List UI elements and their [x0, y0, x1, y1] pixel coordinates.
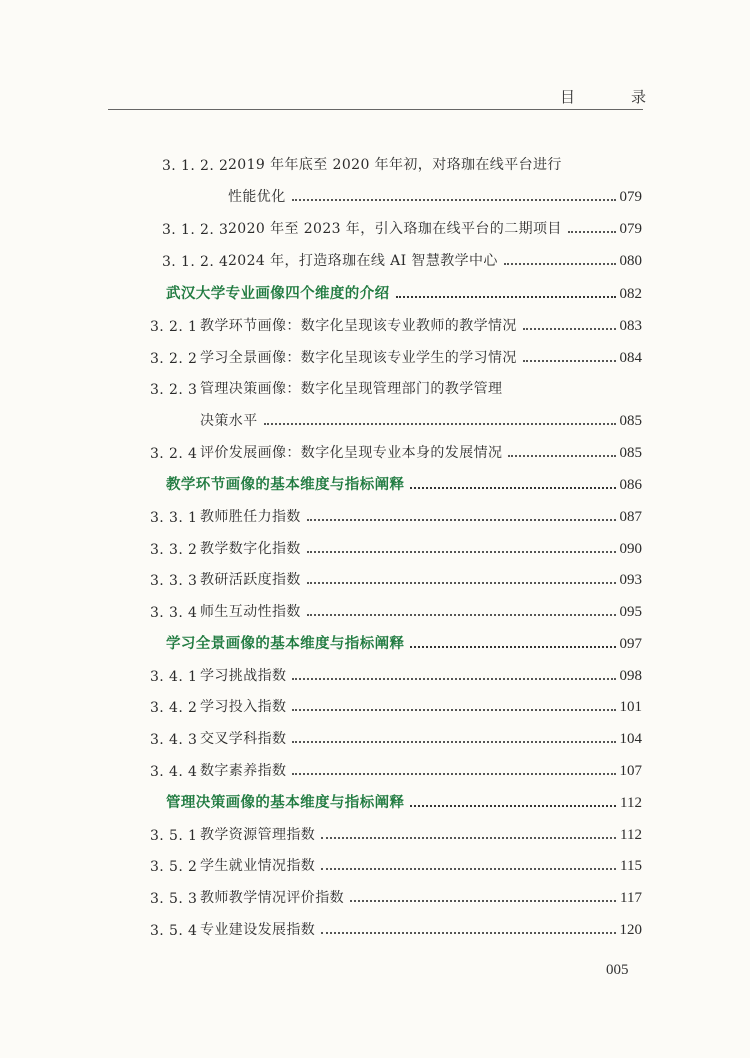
toc-leader-dots: [307, 519, 616, 521]
toc-entry-page: 104: [619, 731, 642, 747]
toc-entry-page: 115: [620, 858, 642, 874]
toc-entry-number: 3. 4. 2: [150, 700, 198, 716]
toc-entry-page: 098: [619, 668, 642, 684]
toc-entry-number: 3. 5. 3: [150, 891, 198, 907]
toc-leader-dots: [307, 582, 616, 584]
toc-entry-page: 093: [619, 572, 642, 588]
toc-entry-number: 3. 5. 2: [150, 859, 198, 875]
toc-entry-page: 086: [619, 477, 642, 493]
toc-entry-page: 117: [620, 890, 642, 906]
toc-entry[interactable]: [150, 883, 642, 907]
toc-entry-page: 107: [619, 763, 642, 779]
toc-section-entry[interactable]: [166, 788, 642, 812]
toc-entry-number: 3. 2. 3: [150, 382, 198, 398]
toc-leader-dots: [321, 868, 616, 870]
toc-leader-dots: [410, 646, 615, 648]
toc-entry-page: 079: [619, 221, 642, 237]
toc-entry-number: 3. 4. 3: [150, 732, 198, 748]
toc-entry-number: 3. 3. 3: [150, 573, 198, 589]
toc-entry-number: 3. 3. 2: [150, 542, 198, 558]
running-header-char: 目: [560, 88, 576, 106]
toc-leader-dots: [568, 231, 616, 233]
toc-entry-title: 2019 年年底至 2020 年年初，对珞珈在线平台进行: [228, 157, 562, 173]
toc-entry[interactable]: [150, 915, 642, 939]
toc-entry[interactable]: [150, 851, 642, 875]
toc-entry-page: 095: [619, 604, 642, 620]
toc-entry[interactable]: [150, 374, 642, 398]
toc-entry[interactable]: [150, 597, 642, 621]
toc-entry-page: 083: [619, 318, 642, 334]
toc-entry-number: 3. 2. 4: [150, 446, 198, 462]
toc-entry-page: 087: [619, 509, 642, 525]
toc-leader-dots: [307, 614, 616, 616]
toc-entry-title: 教学数字化指数: [200, 541, 301, 557]
toc-entry[interactable]: [162, 214, 642, 238]
toc-entry-title: 2020 年至 2023 年，引入珞珈在线平台的二期项目: [228, 221, 562, 237]
toc-entry[interactable]: [150, 311, 642, 335]
toc-entry[interactable]: [228, 182, 642, 206]
toc-leader-dots: [504, 263, 616, 265]
toc-entry-number: 3. 3. 4: [150, 605, 198, 621]
toc-leader-dots: [292, 709, 615, 711]
toc-entry[interactable]: [200, 406, 642, 430]
toc-entry[interactable]: [162, 246, 642, 270]
toc-entry-title: 决策水平: [200, 413, 258, 429]
toc-leader-dots: [410, 805, 616, 807]
toc-leader-dots: [523, 328, 616, 330]
toc-section-entry[interactable]: [166, 629, 642, 653]
toc-entry[interactable]: [150, 756, 642, 780]
toc-entry-title: 教学资源管理指数: [200, 827, 316, 843]
page-number: 005: [606, 962, 629, 978]
toc-entry-title: 数字素养指数: [200, 763, 287, 779]
toc-entry-page: 082: [619, 286, 642, 302]
toc-entry-title: 学习投入指数: [200, 699, 287, 715]
toc-entry-title: 学习全景画像：数字化呈现该专业学生的学习情况: [200, 350, 517, 366]
toc-entry[interactable]: [150, 820, 642, 844]
toc-entry-title: 评价发展画像：数字化呈现专业本身的发展情况: [200, 445, 503, 461]
toc-entry-title: 教学环节画像：数字化呈现该专业教师的教学情况: [200, 318, 517, 334]
toc-entry-page: 085: [619, 413, 642, 429]
running-header-title: [560, 86, 646, 107]
toc-leader-dots: [264, 423, 616, 425]
toc-leader-dots: [508, 455, 615, 457]
toc-section-entry[interactable]: [166, 279, 642, 303]
toc-entry-number: 3. 1. 2. 3: [162, 222, 229, 238]
header-rule: [108, 109, 643, 110]
toc-entry-number: 3. 4. 4: [150, 764, 198, 780]
toc-entry-page: 080: [619, 253, 642, 269]
toc-entry-title: 管理决策画像：数字化呈现管理部门的教学管理: [200, 381, 503, 397]
toc-leader-dots: [292, 199, 616, 201]
toc-entry-page: 120: [619, 922, 642, 938]
toc-entry-page: 101: [619, 699, 642, 715]
toc-entry-number: 3. 1. 2. 2: [162, 158, 229, 174]
toc-entry[interactable]: [150, 692, 642, 716]
toc-section-entry[interactable]: [166, 470, 642, 494]
toc-entry-page: 112: [620, 795, 642, 811]
toc-entry-title: 交叉学科指数: [200, 731, 287, 747]
toc-entry[interactable]: [150, 565, 642, 589]
toc-entry-page: 090: [619, 541, 642, 557]
toc-entry-title: 师生互动性指数: [200, 604, 301, 620]
toc-entry-number: 3. 5. 4: [150, 923, 198, 939]
toc-leader-dots: [321, 932, 615, 934]
toc-entry-title: 学习全景画像的基本维度与指标阐释: [166, 635, 405, 652]
running-header-char: 录: [630, 88, 646, 106]
toc-entry-title: 教学环节画像的基本维度与指标阐释: [166, 476, 405, 493]
toc-entry[interactable]: [150, 438, 642, 462]
toc-leader-dots: [307, 551, 616, 553]
toc-entry[interactable]: [150, 661, 642, 685]
toc-leader-dots: [292, 773, 615, 775]
toc-entry-title: 学习挑战指数: [200, 668, 287, 684]
toc-entry[interactable]: [150, 534, 642, 558]
toc-entry-title: 专业建设发展指数: [200, 922, 316, 938]
toc-leader-dots: [523, 360, 616, 362]
toc-entry-title: 管理决策画像的基本维度与指标阐释: [166, 794, 405, 811]
toc-leader-dots: [410, 487, 615, 489]
toc-entry-number: 3. 2. 1: [150, 319, 198, 335]
toc-entry[interactable]: [150, 724, 642, 748]
toc-entry-page: 112: [620, 827, 642, 843]
toc-leader-dots: [292, 741, 615, 743]
toc-leader-dots: [396, 296, 616, 298]
toc-entry[interactable]: [162, 150, 642, 174]
toc-entry-page: 084: [619, 350, 642, 366]
toc-leader-dots: [321, 837, 616, 839]
toc-entry-number: 3. 3. 1: [150, 510, 198, 526]
toc-entry[interactable]: [150, 343, 642, 367]
toc-entry-number: 3. 2. 2: [150, 351, 198, 367]
toc-entry-number: 3. 1. 2. 4: [162, 254, 229, 270]
toc-entry-title: 2024 年，打造珞珈在线 AI 智慧教学中心: [228, 253, 498, 269]
toc-leader-dots: [350, 900, 616, 902]
toc-entry-number: 3. 5. 1: [150, 828, 198, 844]
toc-entry[interactable]: [150, 502, 642, 526]
toc-entry-title: 教研活跃度指数: [200, 572, 301, 588]
toc-entry-page: 085: [619, 445, 642, 461]
toc-entry-title: 武汉大学专业画像四个维度的介绍: [166, 285, 390, 302]
toc-entry-title: 教师教学情况评价指数: [200, 890, 344, 906]
toc-leader-dots: [292, 678, 615, 680]
toc-entry-title: 学生就业情况指数: [200, 858, 316, 874]
toc-entry-title: 教师胜任力指数: [200, 509, 301, 525]
toc-entry-number: 3. 4. 1: [150, 669, 198, 685]
toc-entry-page: 097: [619, 636, 642, 652]
toc-entry-title: 性能优化: [228, 189, 286, 205]
toc-entry-page: 079: [619, 189, 642, 205]
